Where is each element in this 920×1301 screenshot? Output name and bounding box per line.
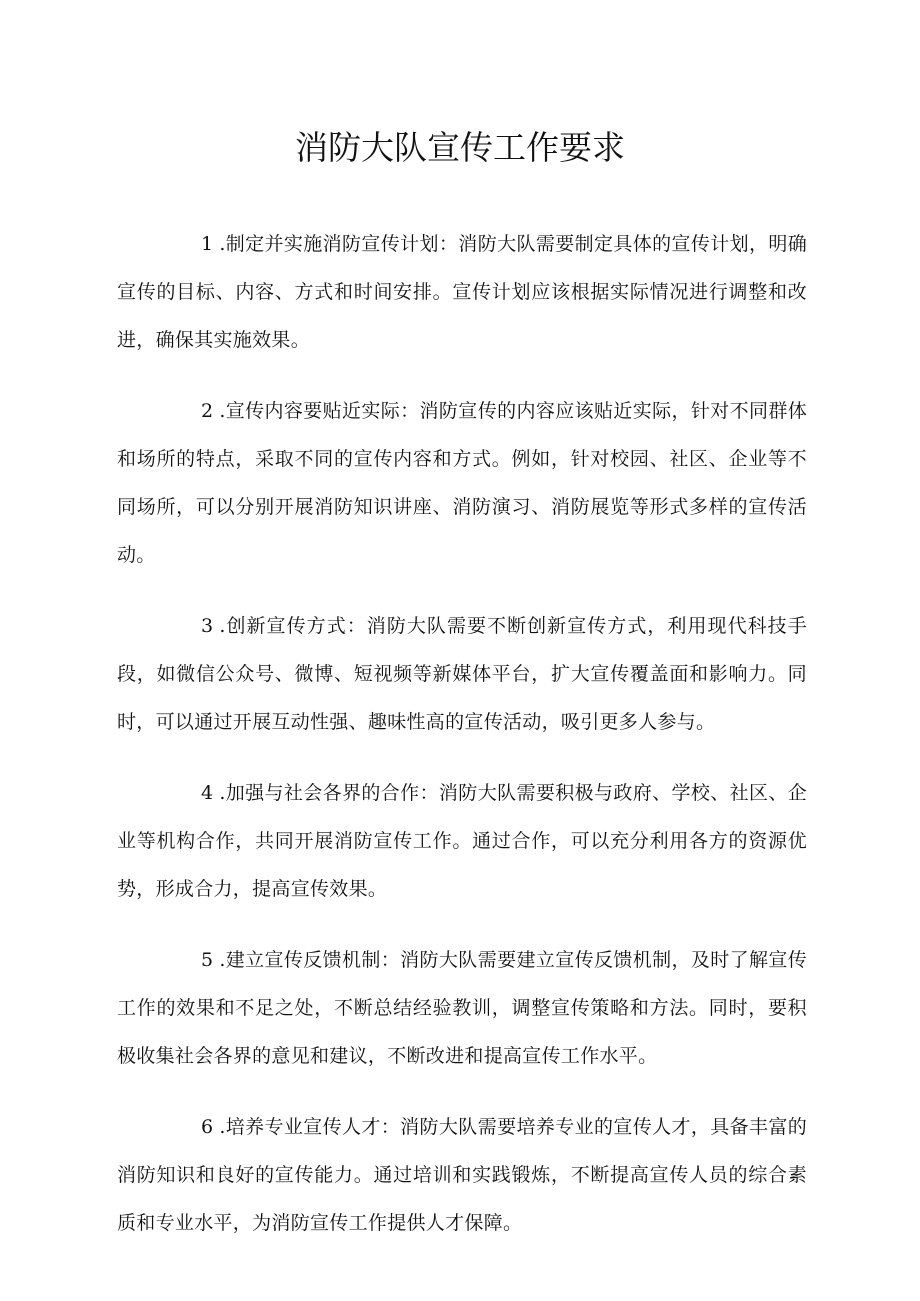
paragraph-number: 1: [201, 233, 214, 255]
paragraph-number: 6: [201, 1116, 214, 1138]
paragraph-5: [117, 936, 807, 1080]
paragraph-1: [117, 220, 807, 364]
paragraph-6: [117, 1103, 807, 1247]
paragraph-number: 2: [201, 400, 214, 422]
paragraph-4: [117, 769, 807, 913]
document-body: [117, 220, 807, 1270]
paragraph-3: [117, 602, 807, 746]
paragraph-number: 3: [201, 615, 214, 637]
paragraph-text: .建立宣传反馈机制：消防大队需要建立宣传反馈机制，及时了解宣传工作的效果和不足之处，不断总结经验教训，调整宣传策略和方法。同时，要积极收集社会各界的意见和建议，不断改进和提高宣传工作水平。: [117, 949, 807, 1067]
paragraph-text: .宣传内容要贴近实际：消防宣传的内容应该贴近实际，针对不同群体和场所的特点，采取不同的宣传内容和方式。例如，针对校园、社区、企业等不同场所，可以分别开展消防知识讲座、消防演习、消防展览等形式多样的宣传活动。: [117, 400, 807, 566]
paragraph-text: .制定并实施消防宣传计划：消防大队需要制定具体的宣传计划，明确宣传的目标、内容、方式和时间安排。宣传计划应该根据实际情况进行调整和改进，确保其实施效果。: [117, 233, 807, 351]
paragraph-text: .加强与社会各界的合作：消防大队需要积极与政府、学校、社区、企业等机构合作，共同开展消防宣传工作。通过合作，可以充分利用各方的资源优势，形成合力，提高宣传效果。: [117, 782, 807, 900]
paragraph-2: [117, 387, 807, 579]
paragraph-number: 4: [201, 782, 214, 804]
paragraph-text: .创新宣传方式：消防大队需要不断创新宣传方式，利用现代科技手段，如微信公众号、微博、短视频等新媒体平台，扩大宣传覆盖面和影响力。同时，可以通过开展互动性强、趣味性高的宣传活动，吸引更多人参与。: [117, 615, 807, 733]
paragraph-text: .培养专业宣传人才：消防大队需要培养专业的宣传人才，具备丰富的消防知识和良好的宣传能力。通过培训和实践锻炼，不断提高宣传人员的综合素质和专业水平，为消防宣传工作提供人才保障。: [117, 1116, 807, 1234]
document-title: 消防大队宣传工作要求: [295, 128, 625, 167]
paragraph-number: 5: [201, 949, 214, 971]
